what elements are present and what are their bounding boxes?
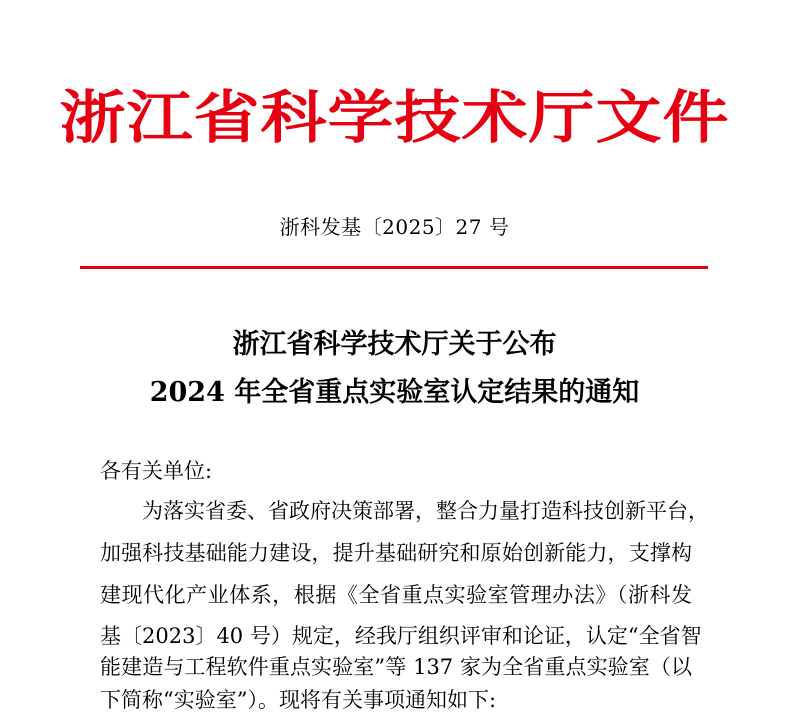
document-number: 浙科发基〔2025〕27 号 <box>279 215 510 239</box>
notice-title-line-2: 2024 年全省重点实验室认定结果的通知 <box>149 377 640 408</box>
body-paragraph-line: 能建造与工程软件重点实验室”等 137 家为全省重点实验室（以 <box>100 655 692 679</box>
body-paragraph-line: 加强科技基础能力建设，提升基础研究和原始创新能力，支撑构 <box>100 541 692 565</box>
body-paragraph-line: 为落实省委、省政府决策部署，整合力量打造科技创新平台， <box>142 499 709 523</box>
notice-title-line-1: 浙江省科学技术厅关于公布 <box>232 329 557 360</box>
body-paragraph-line: 下简称“实验室”）。现将有关事项通知如下: <box>100 688 497 712</box>
salutation: 各有关单位: <box>100 459 213 483</box>
masthead-title: 浙江省科学技术厅文件 <box>59 83 730 151</box>
body-paragraph-line: 基〔2023〕40 号）规定，经我厅组织评审和论证，认定“全省智 <box>100 624 702 648</box>
red-divider-line <box>80 266 708 269</box>
body-paragraph-line: 建现代化产业体系，根据《全省重点实验室管理办法》（浙科发 <box>100 583 692 607</box>
